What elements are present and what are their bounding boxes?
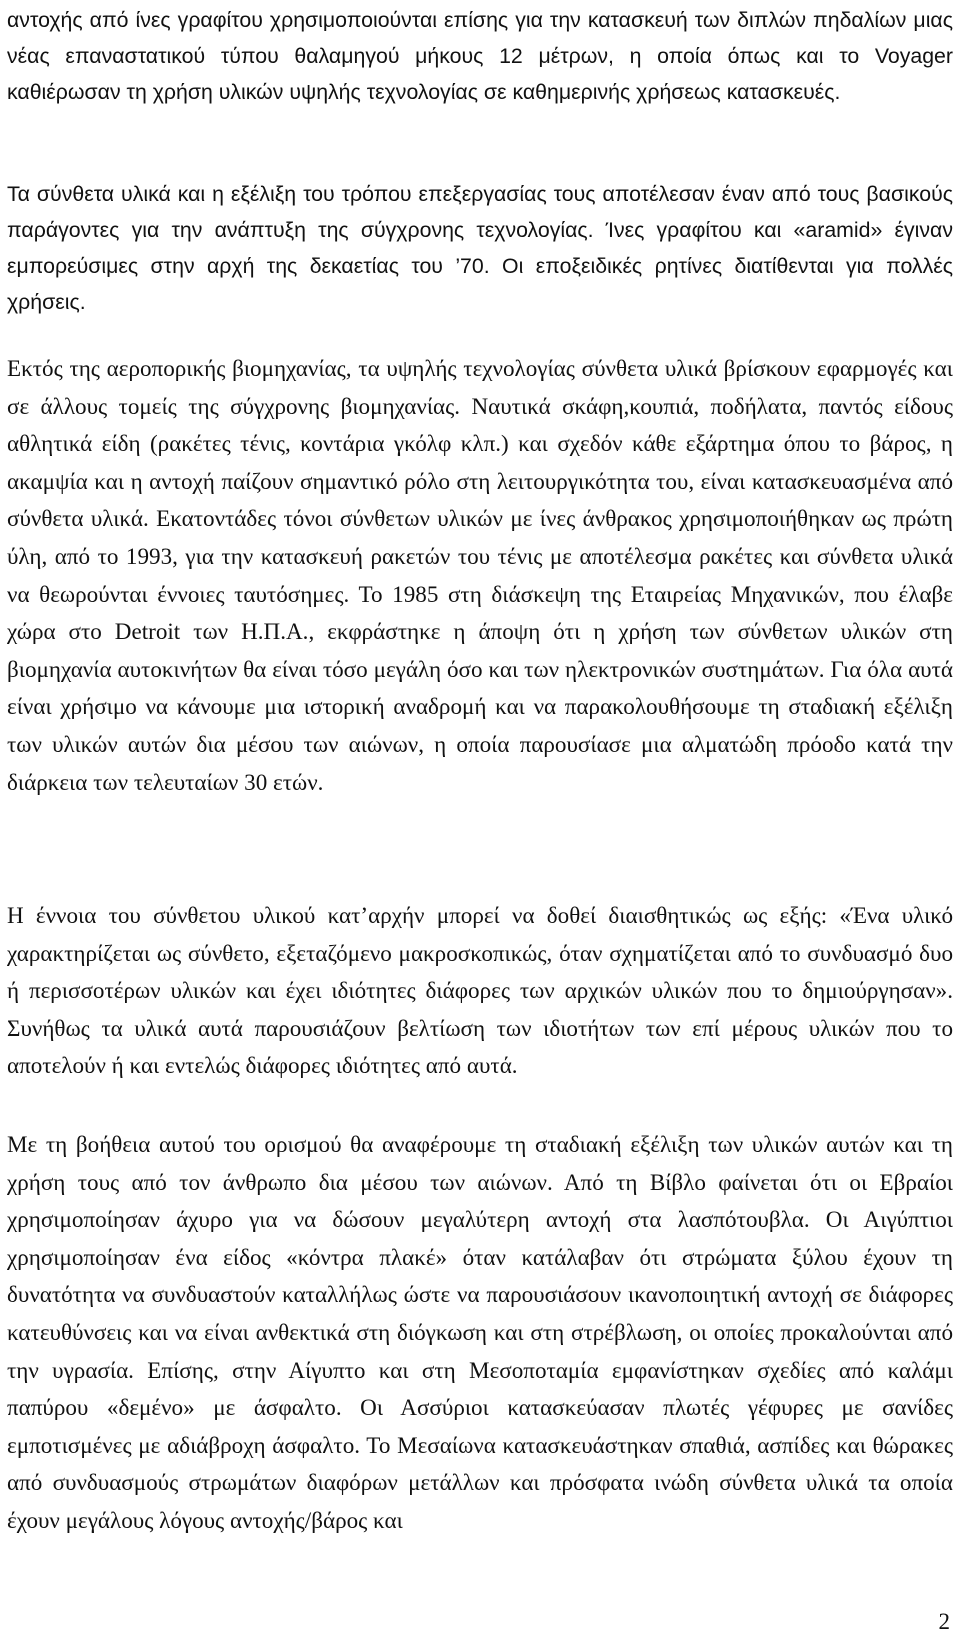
paragraph-text: αντοχής από ίνες γραφίτου χρησιμοποιούνται επίσης για την κατασκευή των διπλών πηδαλίων μιας νέας επαναστατικού τύπου θαλαμηγού μήκους 12 μέτρων, η οποία όπως και το Voyager καθιέρωσαν τη χρήση υλικών υψηλής τεχνολογίας σε καθημερινής χρήσεως κατασκευές. — [7, 8, 953, 104]
paragraph-3 — [7, 350, 953, 801]
paragraph-1 — [7, 2, 953, 110]
paragraph-5 — [7, 1126, 953, 1540]
page-number: 2 — [938, 1609, 950, 1634]
paragraph-4 — [7, 897, 953, 1085]
paragraph-text: Με τη βοήθεια αυτού του ορισμού θα αναφέρουμε τη σταδιακή εξέλιξη των υλικών αυτών και τη χρήση τους από τον άνθρωπο δια μέσου των αιώνων. Από τη Βίβλο φαίνεται ότι οι Εβραίοι χρησιμοποίησαν άχυρο για να δώσουν μεγαλύτερη αντοχή στα λασπότουβλα. Οι Αιγύπτιοι χρησιμοποίησαν ένα είδος «κόντρα πλακέ» όταν κατάλαβαν ότι στρώματα ξύλου έχουν τη δυνατότητα να συνδυαστούν καταλλήλως ώστε να παρουσιάσουν ικανοποιητική αντοχή σε διάφορες κατευθύνσεις και να είναι ανθεκτικά στη διόγκωση και στη στρέβλωση, οι οποίες προκαλούνται από την υγρασία. Επίσης, στην Αίγυπτο και στη Μεσοποταμία εμφανίστηκαν σχεδίες από καλάμι παπύρου «δεμένο» με άσφαλτο. Οι Ασσύριοι κατασκεύασαν πλωτές γέφυρες με σανίδες εμποτισμένες με αδιάβροχη άσφαλτο. Το Μεσαίωνα κατασκευάστηκαν σπαθιά, ασπίδες και θώρακες από συνδυασμούς στρωμάτων διαφόρων μετάλλων και πρόσφατα ινώδη σύνθετα υλικά τα οποία έχουν μεγάλους λόγους αντοχής/βάρος και — [7, 1131, 953, 1533]
paragraph-text: Τα σύνθετα υλικά και η εξέλιξη του τρόπου επεξεργασίας τους αποτέλεσαν έναν από τους βασικούς παράγοντες για την ανάπτυξη της σύγχρονης τεχνολογίας. Ίνες γραφίτου και «aramid» έγιναν εμπορεύσιμες στην αρχή της δεκαετίας του ’70. Οι εποξειδικές ρητίνες διατίθενται για πολλές χρήσεις. — [7, 182, 953, 314]
paragraph-2 — [7, 176, 953, 320]
paragraph-text: Εκτός της αεροπορικής βιομηχανίας, τα υψηλής τεχνολογίας σύνθετα υλικά βρίσκουν εφαρμογές και σε άλλους τομείς της σύγχρονης βιομηχανίας. Ναυτικά σκάφη,κουπιά, ποδήλατα, παντός είδους αθλητικά είδη (ρακέτες τένις, κοντάρια γκόλφ κλπ.) και σχεδόν κάθε εξάρτημα όπου το βάρος, η ακαμψία και η αντοχή παίζουν σημαντικό ρόλο στη λειτουργικότητα του, είναι κατασκευασμένα από σύνθετα υλικά. Εκατοντάδες τόνοι σύνθετων υλικών με ίνες άνθρακος χρησιμοποιήθηκαν ως πρώτη ύλη, από το 1993, για την κατασκευή ρακετών του τένις με αποτέλεσμα ρακέτες και σύνθετα υλικά να θεωρούνται έννοιες ταυτόσημες. Το 1985 στη διάσκεψη της Εταιρείας Μηχανικών, που έλαβε χώρα στο Detroit των Η.Π.Α., εκφράστηκε η άποψη ότι η χρήση των σύνθετων υλικών στη βιομηχανία αυτοκινήτων θα είναι τόσο μεγάλη όσο και των ηλεκτρονικών συστημάτων. Για όλα αυτά είναι χρήσιμο να κάνουμε μια ιστορική αναδρομή και να παρακολουθήσουμε τη σταδιακή εξέλιξη των υλικών αυτών δια μέσου των αιώνων, η οποία παρουσίασε μια αλματώδη πρόοδο κατά την διάρκεια των τελευταίων 30 ετών. — [7, 355, 953, 795]
paragraph-text: Η έννοια του σύνθετου υλικού κατ’αρχήν μπορεί να δοθεί διαισθητικώς ως εξής: «Ένα υλικό χαρακτηρίζεται ως σύνθετο, εξεταζόμενο μακροσκοπικώς, όταν σχηματίζεται από το συνδυασμό δυο ή περισσοτέρων υλικών και έχει ιδιότητες διάφορες των αρχικών υλικών που το δημιούργησαν». Συνήθως τα υλικά αυτά παρουσιάζουν βελτίωση των ιδιοτήτων των επί μέρους υλικών που το αποτελούν ή και εντελώς διάφορες ιδιότητες από αυτά. — [7, 902, 953, 1079]
